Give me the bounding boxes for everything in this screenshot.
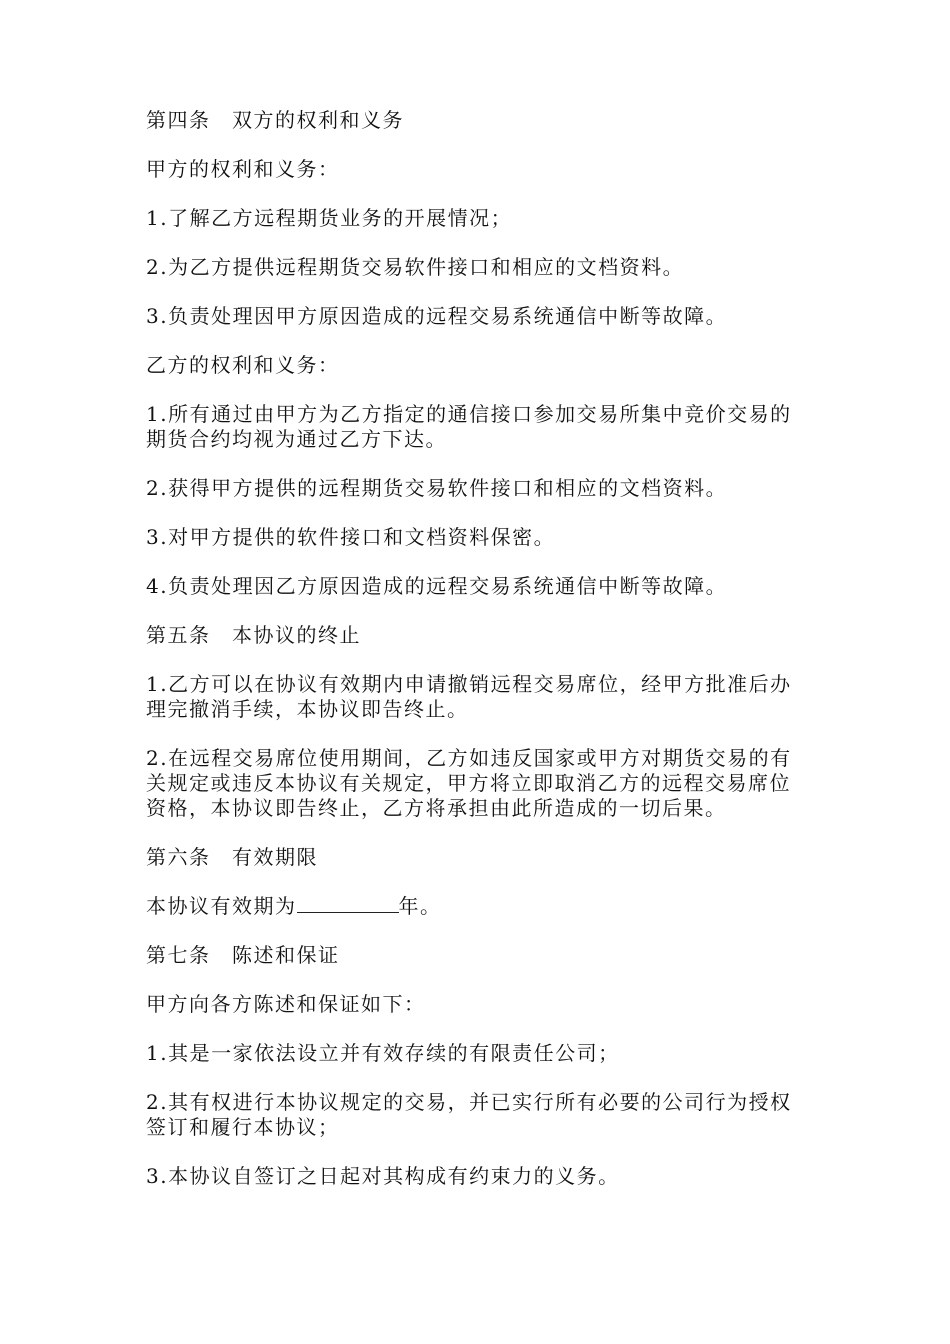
party-a-item-2: 2.为乙方提供远程期货交易软件接口和相应的文档资料。 xyxy=(146,255,685,279)
article-7-item-3: 3.本协议自签订之日起对其构成有约束力的义务。 xyxy=(146,1164,620,1188)
article-5-title: 第五条 本协议的终止 xyxy=(146,623,361,647)
party-a-item-3: 3.负责处理因甲方原因造成的远程交易系统通信中断等故障。 xyxy=(146,304,728,328)
party-b-item-1: 1.所有通过由甲方为乙方指定的通信接口参加交易所集中竞价交易的期货合约均视为通过乙方下达。 xyxy=(146,402,792,451)
term-text-before: 本协议有效期为 xyxy=(146,894,297,918)
party-b-item-3: 3.对甲方提供的软件接口和文档资料保密。 xyxy=(146,525,556,549)
article-5-item-1: 1.乙方可以在协议有效期内申请撤销远程交易席位，经甲方批准后办理完撤消手续，本协议即告终止。 xyxy=(146,672,792,721)
party-a-heading: 甲方的权利和义务： xyxy=(146,157,340,181)
party-b-item-2: 2.获得甲方提供的远程期货交易软件接口和相应的文档资料。 xyxy=(146,476,728,500)
party-a-item-1: 1.了解乙方远程期货业务的开展情况； xyxy=(146,206,513,230)
article-4-title: 第四条 双方的权利和义务 xyxy=(146,108,404,132)
term-blank-field xyxy=(297,894,399,913)
document-body xyxy=(146,108,810,1213)
article-5-item-2: 2.在远程交易席位使用期间，乙方如违反国家或甲方对期货交易的有关规定或违反本协议有关规定，甲方将立即取消乙方的远程交易席位资格，本协议即告终止，乙方将承担由此所造成的一切后果。 xyxy=(146,746,792,820)
article-7-title: 第七条 陈述和保证 xyxy=(146,943,340,967)
article-7-item-1: 1.其是一家依法设立并有效存续的有限责任公司； xyxy=(146,1041,620,1065)
article-7-intro: 甲方向各方陈述和保证如下： xyxy=(146,992,426,1016)
article-6-term-line xyxy=(146,894,810,919)
term-text-after: 年。 xyxy=(398,894,442,918)
party-b-item-4: 4.负责处理因乙方原因造成的远程交易系统通信中断等故障。 xyxy=(146,574,728,598)
party-b-heading: 乙方的权利和义务： xyxy=(146,353,340,377)
article-6-title: 第六条 有效期限 xyxy=(146,845,318,869)
article-7-item-2: 2.其有权进行本协议规定的交易，并已实行所有必要的公司行为授权签订和履行本协议； xyxy=(146,1090,792,1139)
